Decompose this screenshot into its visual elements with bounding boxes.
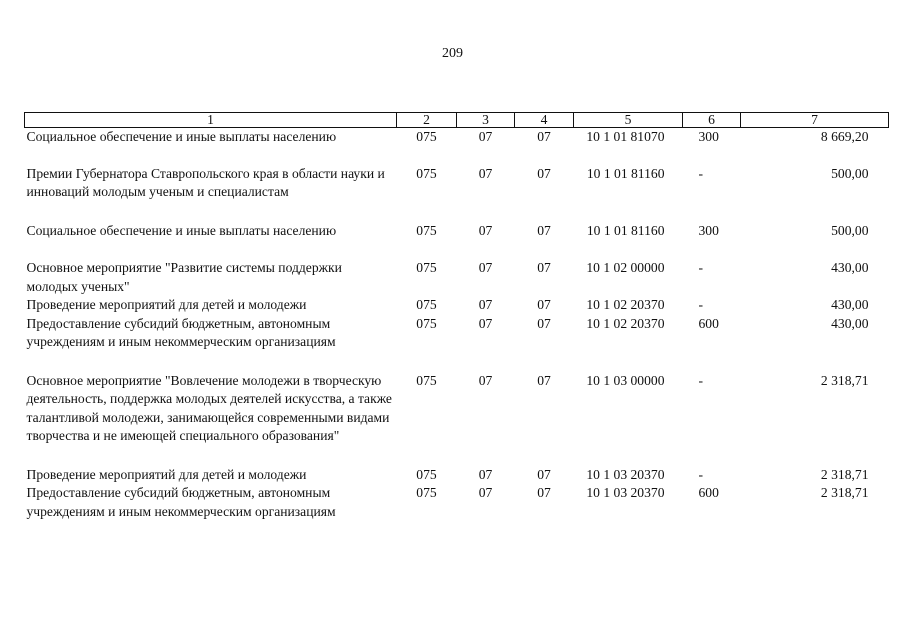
row-amount-cell: 8 669,20: [820, 129, 869, 144]
table-row: [25, 372, 889, 466]
row-name-cell: Премии Губернатора Ставропольского края в области науки и инноваций молодым ученым и специалистам: [26, 165, 385, 199]
row-cell-6: 600: [698, 315, 719, 331]
row-cell-5: 10 1 03 20370: [586, 466, 665, 482]
column-header-4: 4: [515, 113, 574, 128]
row-cell-2: 075: [416, 372, 437, 388]
row-cell-6: -: [698, 297, 704, 312]
header-row: [25, 113, 889, 128]
row-cell-3: 07: [478, 485, 493, 500]
row-name-cell: Предоставление субсидий бюджетным, автономным учреждениям и иным некоммерческим организациям: [26, 485, 336, 519]
page-number: 209: [442, 46, 463, 61]
row-cell-3: 07: [478, 129, 493, 144]
row-cell-5: 10 1 01 81160: [586, 165, 665, 181]
row-cell-4: 07: [537, 129, 551, 144]
column-header-2: 2: [397, 113, 457, 128]
row-amount-cell: 2 318,71: [820, 485, 869, 500]
row-cell-4: 07: [537, 165, 551, 181]
row-cell-3: 07: [478, 222, 493, 238]
table-row: [25, 466, 889, 485]
row-cell-3: 07: [478, 260, 493, 275]
table-row: [25, 315, 889, 372]
row-name-cell: Проведение мероприятий для детей и молодежи: [26, 466, 307, 482]
row-cell-3: 07: [478, 165, 493, 181]
row-cell-2: 075: [416, 315, 437, 331]
row-cell-4: 07: [537, 372, 551, 388]
table-row: [25, 165, 889, 222]
table-row: [25, 484, 889, 521]
row-name-cell: Проведение мероприятий для детей и молодежи: [26, 297, 307, 312]
column-header-3: 3: [457, 113, 515, 128]
row-cell-5: 10 1 01 81070: [586, 129, 665, 144]
column-header-7: 7: [741, 113, 889, 128]
row-cell-6: 600: [698, 485, 719, 500]
row-cell-4: 07: [537, 315, 551, 331]
row-name-cell: Предоставление субсидий бюджетным, автономным учреждениям и иным некоммерческим организациям: [26, 315, 336, 349]
row-cell-6: 300: [698, 129, 719, 144]
row-amount-cell: 2 318,71: [820, 372, 869, 388]
row-name-cell: Основное мероприятие "Развитие системы поддержки молодых ученых": [26, 260, 342, 294]
column-header-1: 1: [25, 113, 397, 128]
table-row: [25, 296, 889, 315]
row-cell-6: -: [698, 466, 704, 482]
row-amount-cell: 430,00: [831, 297, 869, 312]
row-cell-6: -: [698, 165, 704, 181]
row-cell-6: -: [698, 372, 704, 388]
table-row: [25, 222, 889, 260]
row-cell-4: 07: [537, 485, 551, 500]
row-cell-2: 075: [416, 485, 437, 500]
row-cell-6: -: [698, 260, 704, 275]
row-cell-4: 07: [537, 260, 551, 275]
row-cell-5: 10 1 03 20370: [586, 485, 665, 500]
row-cell-2: 075: [416, 466, 437, 482]
row-cell-5: 10 1 02 00000: [586, 260, 665, 275]
row-cell-2: 075: [416, 222, 437, 238]
table-body: [25, 128, 889, 522]
row-cell-3: 07: [478, 297, 493, 312]
row-amount-cell: 500,00: [831, 165, 869, 181]
row-cell-2: 075: [416, 165, 437, 181]
row-cell-4: 07: [537, 466, 551, 482]
row-cell-5: 10 1 01 81160: [586, 222, 665, 238]
row-cell-3: 07: [478, 372, 493, 388]
row-cell-2: 075: [416, 297, 437, 312]
row-cell-5: 10 1 03 00000: [586, 372, 665, 388]
table-header: [25, 113, 889, 128]
table-row: [25, 128, 889, 165]
row-name-cell: Социальное обеспечение и иные выплаты населению: [26, 129, 337, 144]
column-header-5: 5: [574, 113, 683, 128]
row-cell-6: 300: [698, 222, 719, 238]
budget-table: [24, 112, 889, 521]
row-cell-2: 075: [416, 260, 437, 275]
row-amount-cell: 430,00: [831, 315, 869, 331]
row-amount-cell: 430,00: [831, 260, 869, 275]
row-amount-cell: 500,00: [831, 222, 869, 238]
row-name-cell: Социальное обеспечение и иные выплаты населению: [26, 222, 337, 238]
row-cell-4: 07: [537, 297, 551, 312]
row-cell-4: 07: [537, 222, 551, 238]
row-cell-2: 075: [416, 129, 437, 144]
row-amount-cell: 2 318,71: [820, 466, 869, 482]
table-row: [25, 259, 889, 296]
column-header-6: 6: [683, 113, 741, 128]
row-cell-3: 07: [478, 466, 493, 482]
row-cell-3: 07: [478, 315, 493, 331]
row-name-cell: Основное мероприятие "Вовлечение молодежи в творческую деятельность, поддержка молодых деятелей искусства, а также талантливой молодежи, занимающейся современными видами творчества и не имеющей специального образования": [26, 372, 392, 443]
row-cell-5: 10 1 02 20370: [586, 297, 665, 312]
row-cell-5: 10 1 02 20370: [586, 315, 665, 331]
